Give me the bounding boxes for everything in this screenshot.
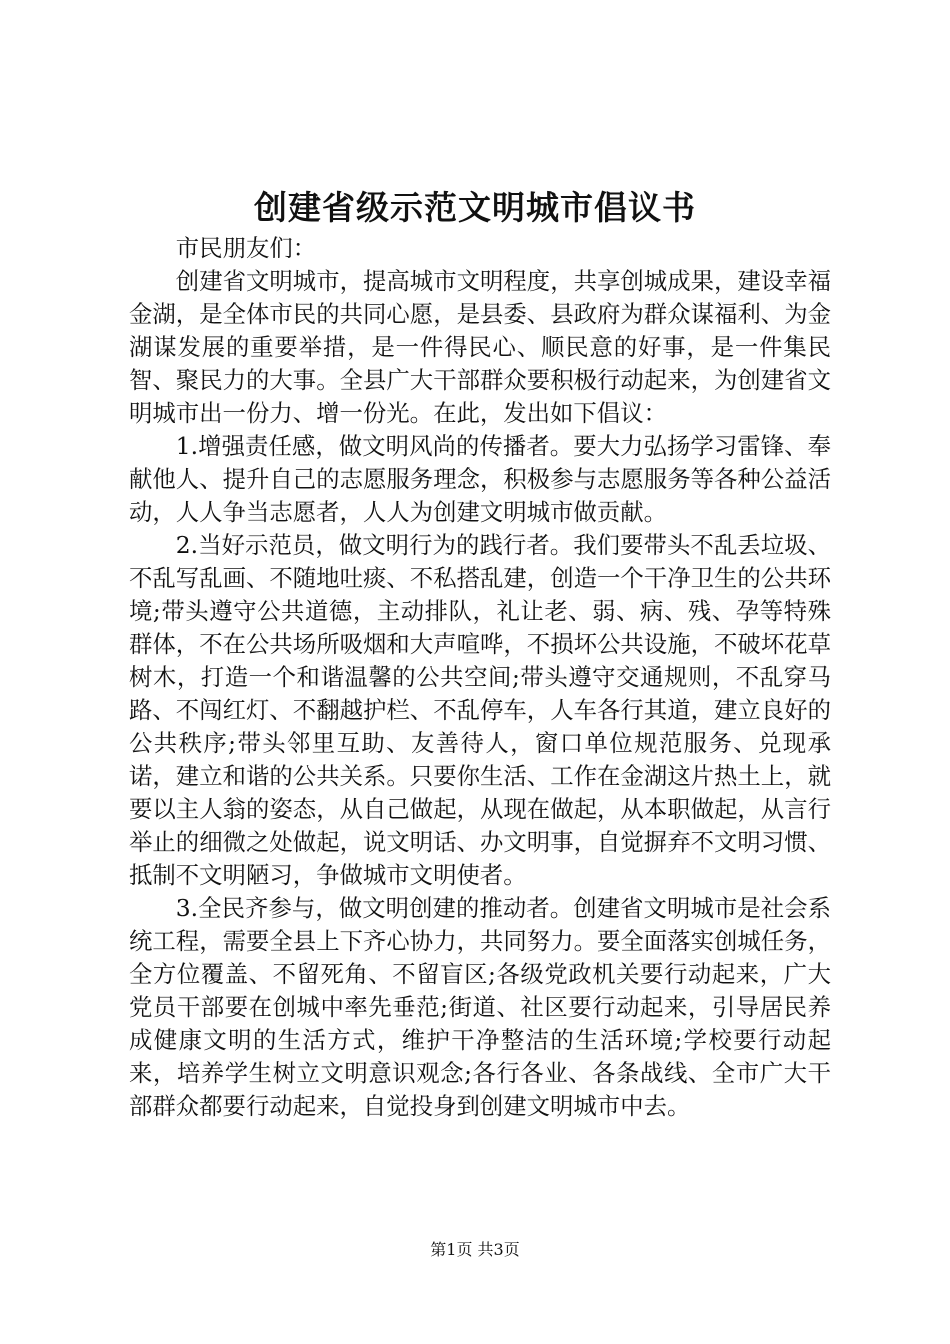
document-body: [129, 232, 831, 1123]
page-number: 第1页 共3页: [430, 1240, 520, 1259]
document-title: 创建省级示范文明城市倡议书: [254, 188, 696, 227]
paragraph-item-1: 1.增强责任感，做文明风尚的传播者。要大力弘扬学习雷锋、奉献他人、提升自己的志愿服务理念，积极参与志愿服务等各种公益活动，人人争当志愿者，人人为创建文明城市做贡献。: [129, 432, 831, 526]
salutation: 市民朋友们：: [175, 234, 317, 262]
paragraph-item-2: 2.当好示范员，做文明行为的践行者。我们要带头不乱丢垃圾、不乱写乱画、不随地吐痰、不私搭乱建，创造一个干净卫生的公共环境;带头遵守公共道德，主动排队，礼让老、弱、病、残、孕等特殊群体，不在公共场所吸烟和大声喧哗，不损坏公共设施，不破坏花草树木，打造一个和谐温馨的公共空间;带头遵守交通规则，不乱穿马路、不闯红灯、不翻越护栏、不乱停车，人车各行其道，建立良好的公共秩序;带头邻里互助、友善待人，窗口单位规范服务、兑现承诺，建立和谐的公共关系。只要你生活、工作在金湖这片热土上，就要以主人翁的姿态，从自己做起，从现在做起，从本职做起，从言行举止的细微之处做起，说文明话、办文明事，自觉摒弃不文明习惯、抵制不文明陋习，争做城市文明使者。: [129, 531, 831, 889]
paragraph-intro: 创建省文明城市，提高城市文明程度，共享创城成果，建设幸福金湖，是全体市民的共同心愿，是县委、县政府为群众谋福利、为金湖谋发展的重要举措，是一件得民心、顺民意的好事，是一件集民智、聚民力的大事。全县广大干部群众要积极行动起来，为创建省文明城市出一份力、增一份光。在此，发出如下倡议：: [129, 267, 831, 427]
paragraph-item-3: 3.全民齐参与，做文明创建的推动者。创建省文明城市是社会系统工程，需要全县上下齐心协力，共同努力。要全面落实创城任务，全方位覆盖、不留死角、不留盲区;各级党政机关要行动起来，广大党员干部要在创城中率先垂范;街道、社区要行动起来，引导居民养成健康文明的生活方式，维护干净整洁的生活环境;学校要行动起来，培养学生树立文明意识观念;各行各业、各条战线、全市广大干部群众都要行动起来，自觉投身到创建文明城市中去。: [129, 894, 831, 1120]
